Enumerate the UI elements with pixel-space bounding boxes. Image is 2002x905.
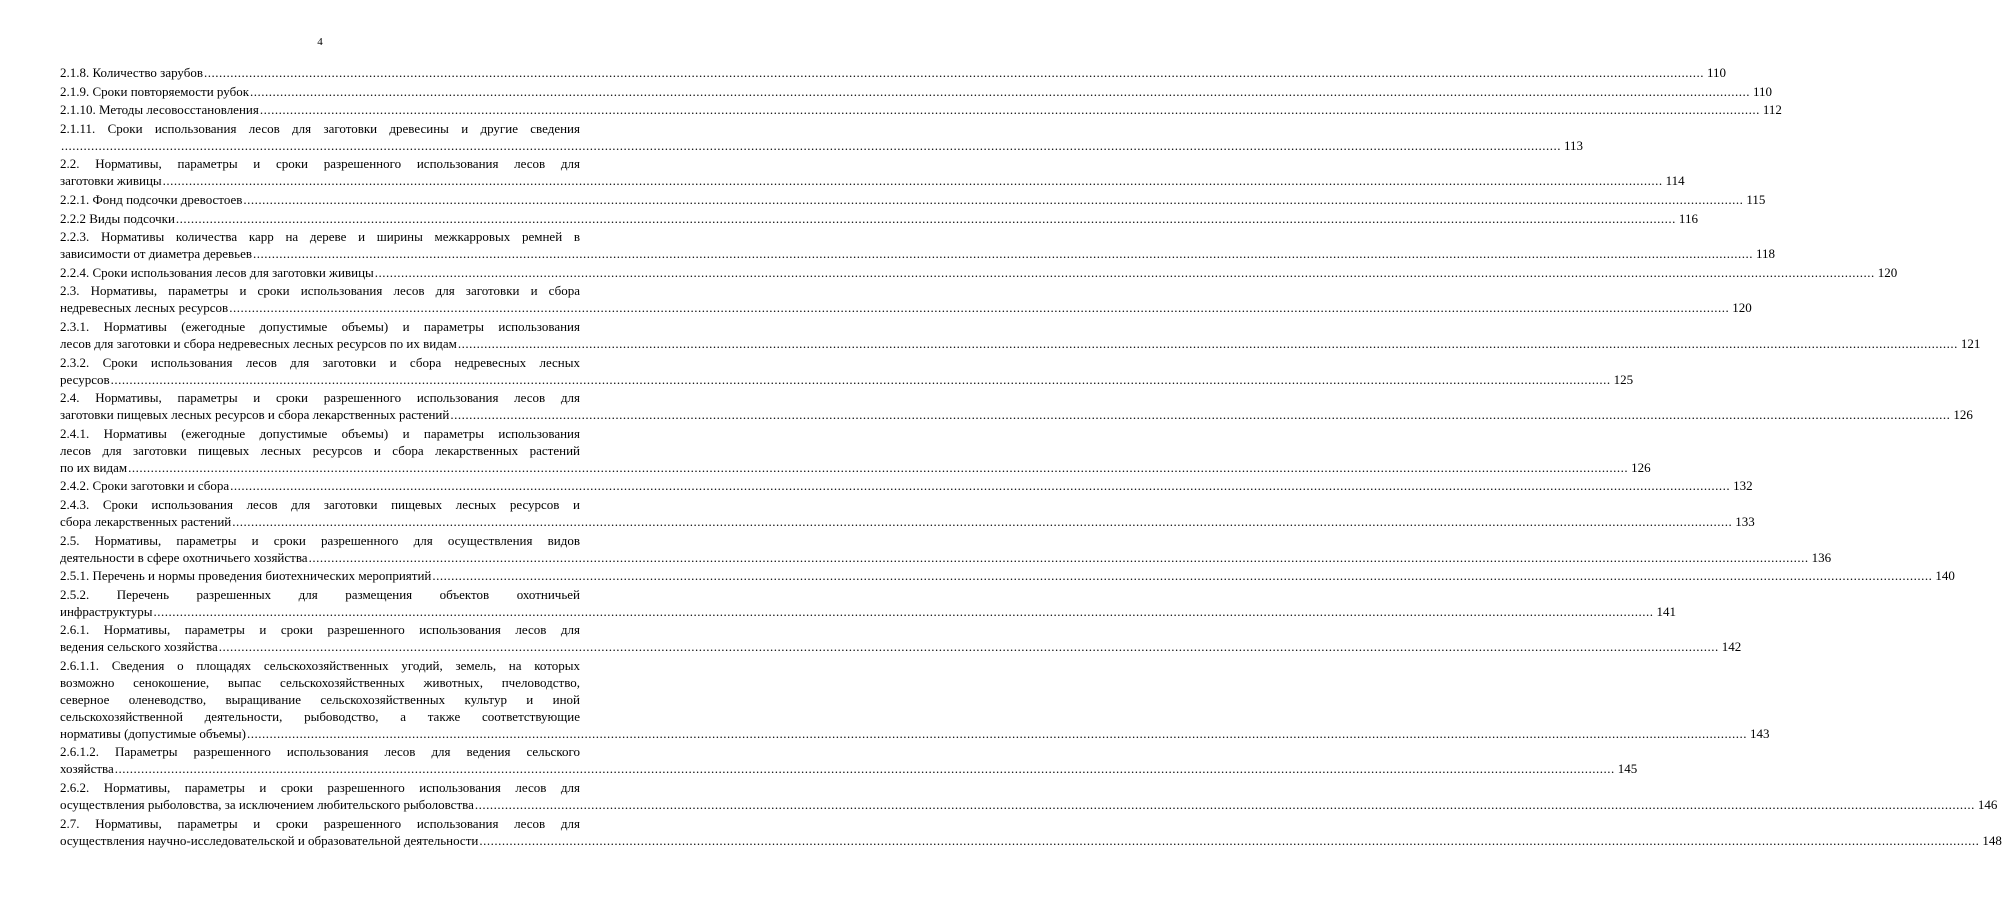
toc-page-number: 114 bbox=[1665, 173, 1685, 189]
toc-entry-text: 2.3.1. Нормативы (ежегодные допустимые объемы) и параметры использования bbox=[60, 318, 580, 334]
toc-page-number: 142 bbox=[1721, 639, 1742, 655]
toc-entry-text: нормативы (допустимые объемы) bbox=[60, 725, 246, 741]
toc-entry[interactable] bbox=[60, 120, 1584, 154]
toc-entry-text: 2.4.1. Нормативы (ежегодные допустимые объемы) и параметры использования bbox=[60, 425, 580, 441]
dot-leader: ................................................................................................................................................................................................................................................................................................................................................................................................................ bbox=[253, 246, 1754, 262]
toc-entry-text: северное оленеводство, выращивание сельскохозяйственных культур и иной bbox=[60, 691, 580, 707]
dot-leader: ................................................................................................................................................................................................................................................................................................................................................................................................................ bbox=[308, 549, 1809, 565]
dot-leader: ................................................................................................................................................................................................................................................................................................................................................................................................................ bbox=[128, 459, 1629, 475]
toc-entry[interactable] bbox=[60, 815, 2002, 849]
toc-entry[interactable] bbox=[60, 83, 1773, 100]
toc-entry[interactable] bbox=[60, 318, 1981, 352]
toc-entry[interactable] bbox=[60, 389, 1973, 423]
dot-leader: ................................................................................................................................................................................................................................................................................................................................................................................................................ bbox=[374, 264, 1875, 280]
toc-entry-text: 2.4. Нормативы, параметры и сроки разрешенного использования лесов для bbox=[60, 390, 580, 406]
toc-entry-text: инфраструктуры bbox=[60, 603, 153, 619]
toc-entry-text: 2.1.10. Методы лесовосстановления bbox=[60, 102, 259, 118]
dot-leader: ................................................................................................................................................................................................................................................................................................................................................................................................................ bbox=[175, 210, 1676, 226]
toc-entry[interactable] bbox=[60, 657, 1770, 742]
toc-entry-text: лесов для заготовки и сбора недревесных лесных ресурсов по их видам bbox=[60, 335, 457, 351]
toc-page-number: 141 bbox=[1656, 603, 1676, 619]
toc-page-number: 110 bbox=[1707, 65, 1727, 80]
toc-page-number: 118 bbox=[1756, 246, 1776, 262]
dot-leader: ................................................................................................................................................................................................................................................................................................................................................................................................................ bbox=[457, 335, 1958, 351]
dot-leader: ................................................................................................................................................................................................................................................................................................................................................................................................................ bbox=[450, 407, 1951, 423]
toc-entry[interactable] bbox=[60, 64, 1727, 81]
dot-leader: ................................................................................................................................................................................................................................................................................................................................................................................................................ bbox=[162, 173, 1663, 189]
toc-entry[interactable] bbox=[60, 354, 1634, 388]
toc-entry[interactable] bbox=[60, 191, 1766, 208]
toc-entry[interactable] bbox=[60, 155, 1685, 189]
toc-entry-text: ресурсов bbox=[60, 371, 110, 387]
toc-page-number: 120 bbox=[1877, 264, 1898, 280]
dot-leader: ................................................................................................................................................................................................................................................................................................................................................................................................................ bbox=[204, 65, 1704, 80]
toc-entry[interactable] bbox=[60, 282, 1752, 316]
toc-entry[interactable] bbox=[60, 567, 1955, 584]
dot-leader: ................................................................................................................................................................................................................................................................................................................................................................................................................ bbox=[259, 102, 1760, 118]
toc-entry-text: ведения сельского хозяйства bbox=[60, 639, 218, 655]
toc-entry[interactable] bbox=[60, 264, 1898, 281]
toc-page-number: 116 bbox=[1678, 210, 1698, 226]
page-number: 4 bbox=[317, 36, 323, 48]
toc-entry-text: осуществления научно-исследовательской и образовательной деятельности bbox=[60, 832, 479, 848]
toc-entry[interactable] bbox=[60, 532, 1832, 566]
dot-leader: ................................................................................................................................................................................................................................................................................................................................................................................................................ bbox=[246, 725, 1747, 741]
dot-leader: ................................................................................................................................................................................................................................................................................................................................................................................................................ bbox=[474, 797, 1975, 813]
toc-page-number: 133 bbox=[1735, 513, 1755, 529]
dot-leader: ................................................................................................................................................................................................................................................................................................................................................................................................................ bbox=[479, 832, 1980, 848]
toc-entry-text: 2.6.1. Нормативы, параметры и сроки разрешенного использования лесов для bbox=[60, 622, 580, 638]
dot-leader: ................................................................................................................................................................................................................................................................................................................................................................................................................ bbox=[243, 191, 1744, 207]
toc-entry-text: недревесных лесных ресурсов bbox=[60, 300, 229, 316]
toc-entry[interactable] bbox=[60, 210, 1698, 227]
toc-page-number: 125 bbox=[1613, 371, 1634, 387]
toc-page-number: 146 bbox=[1977, 797, 1998, 813]
toc-page-number: 121 bbox=[1960, 335, 1981, 351]
toc-entry-text: 2.1.11. Сроки использования лесов для заготовки древесины и другие сведения bbox=[60, 120, 580, 136]
toc-entry[interactable] bbox=[60, 621, 1742, 655]
table-of-contents bbox=[60, 64, 2002, 850]
toc-entry-text: 2.2.2 Виды подсочки bbox=[60, 210, 175, 226]
toc-entry-text: 2.6.2. Нормативы, параметры и сроки разрешенного использования лесов для bbox=[60, 780, 580, 796]
toc-entry-text: 2.3.2. Сроки использования лесов для заготовки и сбора недревесных лесных bbox=[60, 354, 580, 370]
toc-entry[interactable] bbox=[60, 425, 1651, 476]
toc-page-number: 115 bbox=[1746, 191, 1766, 207]
toc-entry-text: заготовки пищевых лесных ресурсов и сбора лекарственных растений bbox=[60, 407, 450, 423]
toc-entry-text: 2.5.2. Перечень разрешенных для размещения объектов охотничьей bbox=[60, 586, 580, 602]
toc-page-number: 112 bbox=[1762, 102, 1782, 118]
toc-entry-text: деятельности в сфере охотничьего хозяйства bbox=[60, 549, 308, 565]
toc-entry-text: 2.4.3. Сроки использования лесов для заготовки пищевых лесных ресурсов и bbox=[60, 496, 580, 512]
toc-entry-text: 2.1.9. Сроки повторяемости рубок bbox=[60, 83, 250, 99]
dot-leader: ................................................................................................................................................................................................................................................................................................................................................................................................................ bbox=[114, 761, 1615, 777]
toc-page-number: 126 bbox=[1953, 407, 1973, 423]
dot-leader: ................................................................................................................................................................................................................................................................................................................................................................................................................ bbox=[432, 568, 1933, 584]
toc-entry[interactable] bbox=[60, 743, 1638, 777]
toc-entry[interactable] bbox=[60, 779, 1998, 813]
toc-entry-text: 2.4.2. Сроки заготовки и сбора bbox=[60, 478, 230, 494]
toc-entry-text: лесов для заготовки пищевых лесных ресурсов и сбора лекарственных растений bbox=[60, 442, 580, 458]
toc-entry-text: хозяйства bbox=[60, 761, 114, 777]
dot-leader: ................................................................................................................................................................................................................................................................................................................................................................................................................ bbox=[232, 513, 1733, 529]
dot-leader: ................................................................................................................................................................................................................................................................................................................................................................................................................ bbox=[218, 639, 1719, 655]
toc-entry-text: 2.3. Нормативы, параметры и сроки использования лесов для заготовки и сбора bbox=[60, 283, 580, 299]
toc-entry-text: сбора лекарственных растений bbox=[60, 513, 232, 529]
toc-entry-text: возможно сенокошение, выпас сельскохозяйственных животных, пчеловодство, bbox=[60, 674, 580, 690]
toc-entry-text: 2.2. Нормативы, параметры и сроки разрешенного использования лесов для bbox=[60, 156, 580, 172]
toc-entry-text: 2.6.1.2. Параметры разрешенного использования лесов для ведения сельского bbox=[60, 744, 580, 760]
toc-page-number: 143 bbox=[1749, 725, 1770, 741]
toc-entry[interactable] bbox=[60, 496, 1755, 530]
toc-entry-text: 2.1.8. Количество зарубов bbox=[60, 65, 203, 80]
toc-entry-text: 2.7. Нормативы, параметры и сроки разрешенного использования лесов для bbox=[60, 815, 580, 831]
toc-entry-text: зависимости от диаметра деревьев bbox=[60, 246, 253, 262]
toc-page-number: 132 bbox=[1733, 478, 1753, 494]
toc-entry-text: по их видам bbox=[60, 459, 128, 475]
toc-page-number: 148 bbox=[1982, 832, 2002, 848]
toc-entry[interactable] bbox=[60, 228, 1776, 262]
dot-leader: ................................................................................................................................................................................................................................................................................................................................................................................................................ bbox=[229, 300, 1730, 316]
toc-page-number: 120 bbox=[1732, 300, 1752, 316]
toc-page-number: 140 bbox=[1935, 568, 1955, 584]
toc-entry-text: 2.2.1. Фонд подсочки древостоев bbox=[60, 191, 243, 207]
toc-page-number: 113 bbox=[1564, 137, 1584, 153]
dot-leader: ................................................................................................................................................................................................................................................................................................................................................................................................................ bbox=[153, 603, 1654, 619]
dot-leader: ................................................................................................................................................................................................................................................................................................................................................................................................................ bbox=[230, 478, 1731, 494]
toc-page-number: 110 bbox=[1753, 83, 1773, 99]
dot-leader: ................................................................................................................................................................................................................................................................................................................................................................................................................ bbox=[250, 83, 1751, 99]
toc-page-number: 145 bbox=[1617, 761, 1638, 777]
toc-entry-text: осуществления рыболовства, за исключением любительского рыболовства bbox=[60, 797, 474, 813]
toc-entry-text: сельскохозяйственной деятельности, рыбоводство, а также соответствующие bbox=[60, 708, 580, 724]
toc-entry-text: 2.2.3. Нормативы количества карр на дереве и ширины межкарровых ремней в bbox=[60, 229, 580, 245]
toc-entry-text: 2.2.4. Сроки использования лесов для заготовки живицы bbox=[60, 264, 374, 280]
toc-entry-text: 2.6.1.1. Сведения о площадях сельскохозяйственных угодий, земель, на которых bbox=[60, 657, 580, 673]
toc-entry-text: 2.5. Нормативы, параметры и сроки разрешенного для осуществления видов bbox=[60, 532, 580, 548]
toc-page-number: 136 bbox=[1811, 549, 1832, 565]
toc-entry-text: 2.5.1. Перечень и нормы проведения биотехнических мероприятий bbox=[60, 568, 432, 584]
toc-entry[interactable] bbox=[60, 101, 1782, 118]
toc-page-number: 126 bbox=[1631, 459, 1651, 475]
toc-entry[interactable] bbox=[60, 586, 1676, 620]
toc-entry[interactable] bbox=[60, 477, 1753, 494]
toc-entry-text: заготовки живицы bbox=[60, 173, 162, 189]
dot-leader: ................................................................................................................................................................................................................................................................................................................................................................................................................ bbox=[61, 137, 1561, 153]
dot-leader: ................................................................................................................................................................................................................................................................................................................................................................................................................ bbox=[110, 371, 1611, 387]
